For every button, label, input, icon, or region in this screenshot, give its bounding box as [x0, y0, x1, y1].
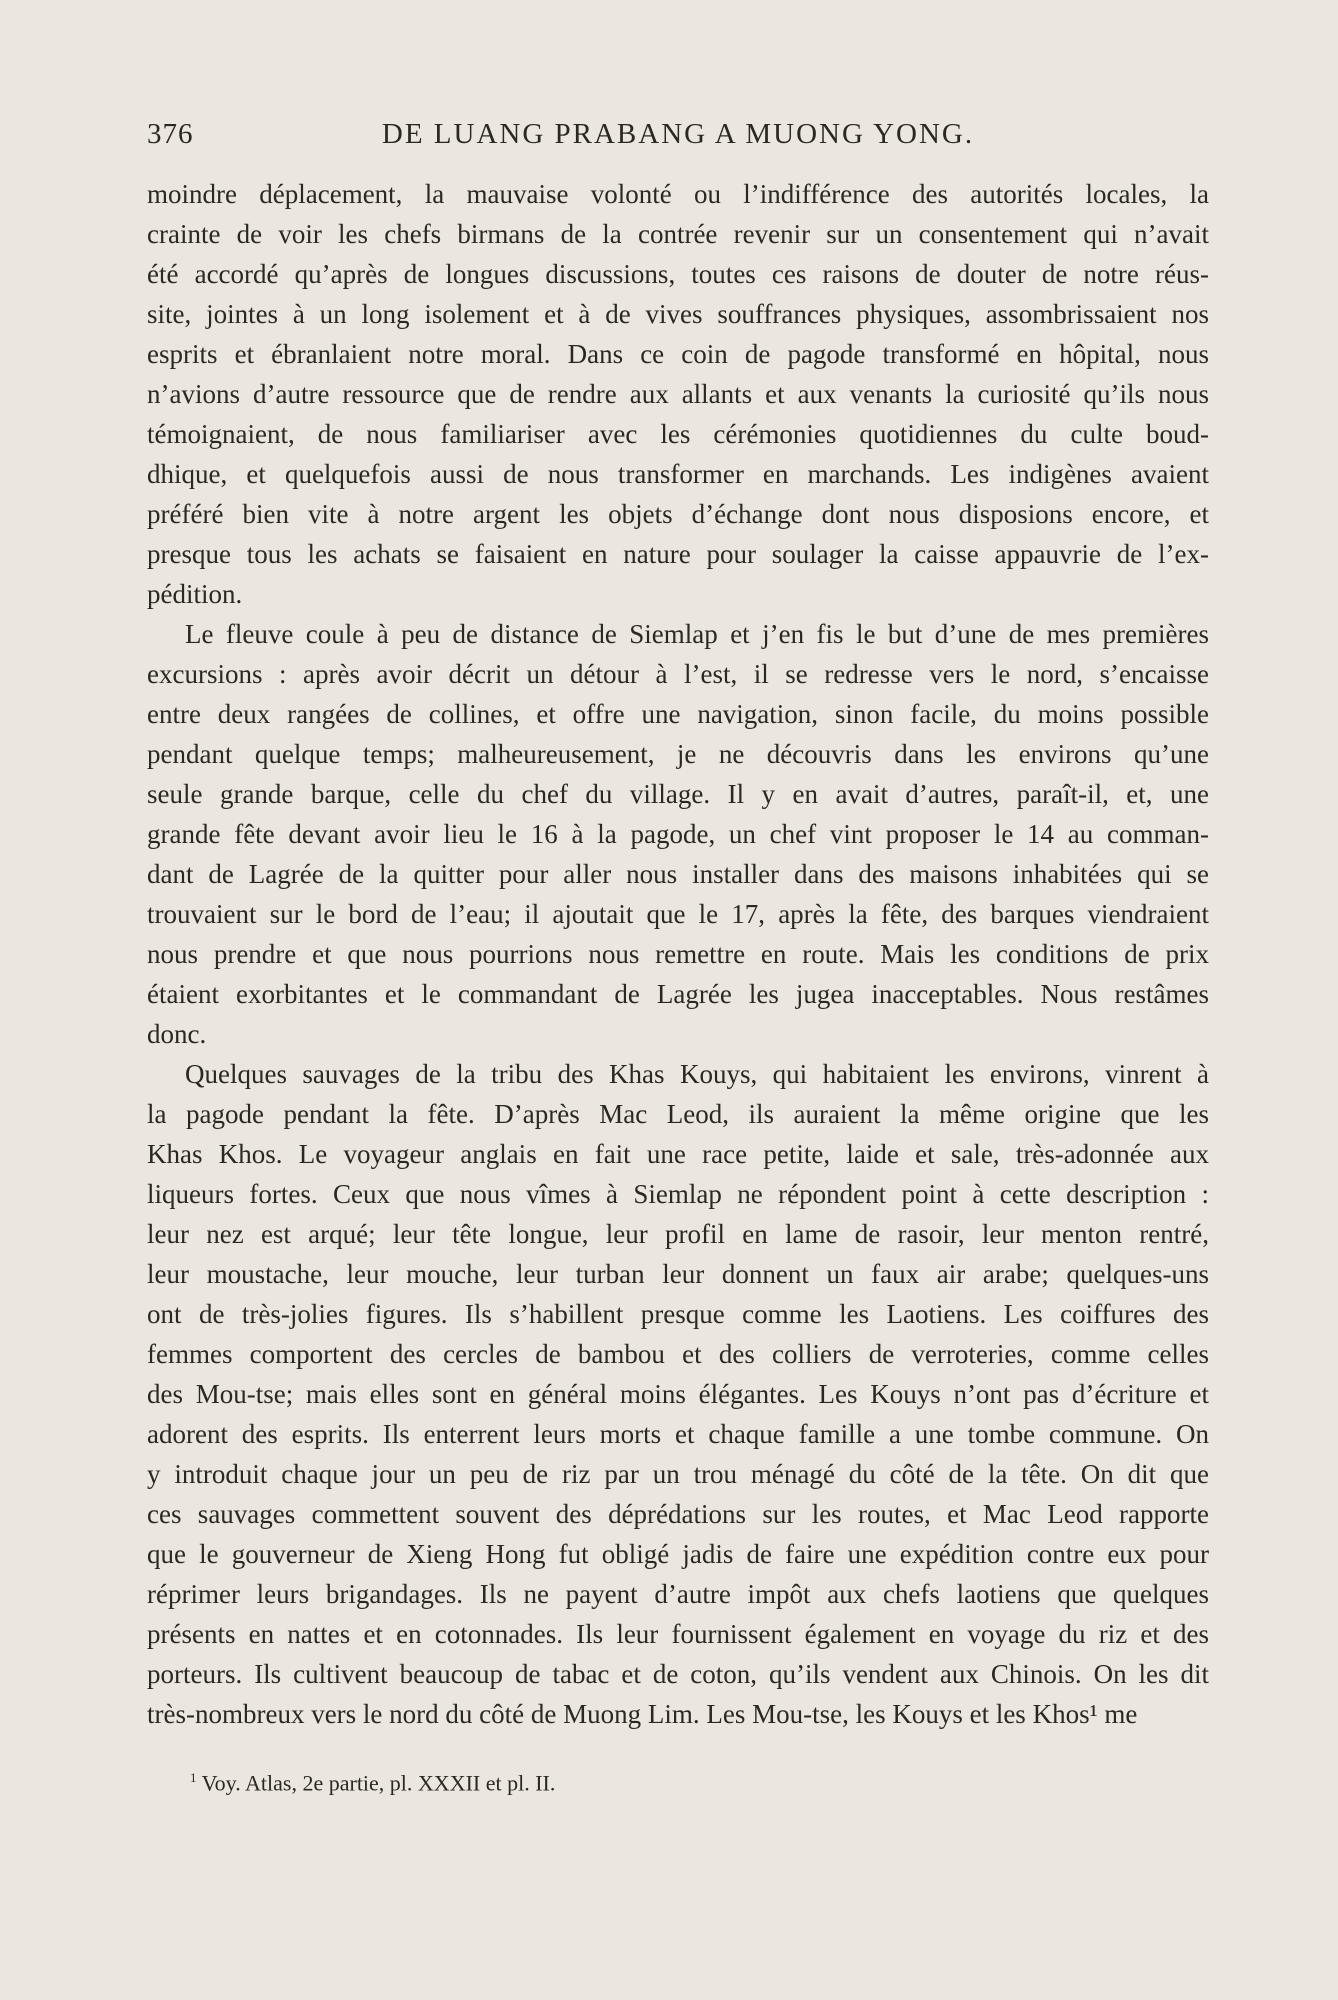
text-line: ont de très-jolies figures. Ils s’habillent presque comme les Laotiens. Les coiffures des — [147, 1299, 1209, 1329]
text-line: témoignaient, de nous familiariser avec les cérémonies quotidiennes du culte boud- — [147, 419, 1209, 449]
text-line: pédition. — [147, 579, 243, 609]
text-line: esprits et ébranlaient notre moral. Dans ce coin de pagode transformé en hôpital, nous — [147, 339, 1209, 369]
text-line: grande fête devant avoir lieu le 16 à la pagode, un chef vint proposer le 14 au comman- — [147, 819, 1209, 849]
text-line: Le fleuve coule à peu de distance de Siemlap et j’en fis le but d’une de mes premières — [185, 619, 1209, 649]
running-header — [147, 118, 1209, 158]
text-line: que le gouverneur de Xieng Hong fut obligé jadis de faire une expédition contre eux pour — [147, 1539, 1209, 1569]
text-line: pendant quelque temps; malheureusement, je ne découvris dans les environs qu’une — [147, 739, 1209, 769]
footnote-text: Voy. Atlas, 2e partie, pl. XXXII et pl. II. — [201, 1770, 556, 1796]
body-text — [147, 174, 1209, 1734]
text-line: liqueurs fortes. Ceux que nous vîmes à Siemlap ne répondent point à cette description : — [147, 1179, 1209, 1209]
text-line: seule grande barque, celle du chef du village. Il y en avait d’autres, paraît-il, et, une — [147, 779, 1209, 809]
text-line: réprimer leurs brigandages. Ils ne payent d’autre impôt aux chefs laotiens que quelques — [147, 1579, 1209, 1609]
text-line: trouvaient sur le bord de l’eau; il ajoutait que le 17, après la fête, des barques viendraient — [147, 899, 1209, 929]
text-line: presque tous les achats se faisaient en nature pour soulager la caisse appauvrie de l’ex- — [147, 539, 1209, 569]
text-line: dant de Lagrée de la quitter pour aller nous installer dans des maisons inhabitées qui se — [147, 859, 1209, 889]
text-line: présents en nattes et en cotonnades. Ils leur fournissent également en voyage du riz et des — [147, 1619, 1209, 1649]
text-line: Khas Khos. Le voyageur anglais en fait une race petite, laide et sale, très-adonnée aux — [147, 1139, 1209, 1169]
page-number: 376 — [147, 118, 194, 150]
text-line: préféré bien vite à notre argent les objets d’échange dont nous disposions encore, et — [147, 499, 1209, 529]
running-title: DE LUANG PRABANG A MUONG YONG. — [381, 118, 975, 150]
text-line: étaient exorbitantes et le commandant de Lagrée les jugea inacceptables. Nous restâmes — [147, 979, 1209, 1009]
text-line: entre deux rangées de collines, et offre une navigation, sinon facile, du moins possible — [147, 699, 1209, 729]
text-line: la pagode pendant la fête. D’après Mac Leod, ils auraient la même origine que les — [147, 1099, 1209, 1129]
text-line: excursions : après avoir décrit un détour à l’est, il se redresse vers le nord, s’encaisse — [147, 659, 1209, 689]
text-line: y introduit chaque jour un peu de riz par un trou ménagé du côté de la tête. On dit que — [147, 1459, 1209, 1489]
text-line: n’avions d’autre ressource que de rendre aux allants et aux venants la curiosité qu’ils nous — [147, 379, 1209, 409]
text-line: femmes comportent des cercles de bambou et des colliers de verroteries, comme celles — [147, 1339, 1209, 1369]
text-line: adorent des esprits. Ils enterrent leurs morts et chaque famille a une tombe commune. On — [147, 1419, 1209, 1449]
text-line: moindre déplacement, la mauvaise volonté ou l’indifférence des autorités locales, la — [147, 179, 1209, 209]
footnote — [190, 1770, 555, 1796]
text-line: dhique, et quelquefois aussi de nous transformer en marchands. Les indigènes avaient — [147, 459, 1209, 489]
text-line: Quelques sauvages de la tribu des Khas Kouys, qui habitaient les environs, vinrent à — [185, 1059, 1209, 1089]
text-line: leur nez est arqué; leur tête longue, leur profil en lame de rasoir, leur menton rentré, — [147, 1219, 1209, 1249]
text-line: des Mou-tse; mais elles sont en général moins élégantes. Les Kouys n’ont pas d’écriture et — [147, 1379, 1209, 1409]
text-line: leur moustache, leur mouche, leur turban leur donnent un faux air arabe; quelques-uns — [147, 1259, 1209, 1289]
footnote-marker: 1 — [190, 1770, 197, 1785]
paragraph — [147, 174, 1209, 614]
text-line: été accordé qu’après de longues discussions, toutes ces raisons de douter de notre réus- — [147, 259, 1209, 289]
text-line: site, jointes à un long isolement et à de vives souffrances physiques, assombrissaient nos — [147, 299, 1209, 329]
text-line: porteurs. Ils cultivent beaucoup de tabac et de coton, qu’ils vendent aux Chinois. On les dit — [147, 1659, 1209, 1689]
text-line: crainte de voir les chefs birmans de la contrée revenir sur un consentement qui n’avait — [147, 219, 1209, 249]
text-line: nous prendre et que nous pourrions nous remettre en route. Mais les conditions de prix — [147, 939, 1209, 969]
text-line: très-nombreux vers le nord du côté de Muong Lim. Les Mou-tse, les Kouys et les Khos¹ me — [147, 1699, 1138, 1729]
paragraph — [147, 1054, 1209, 1734]
paragraph — [147, 614, 1209, 1054]
text-line: donc. — [147, 1019, 207, 1049]
text-line: ces sauvages commettent souvent des déprédations sur les routes, et Mac Leod rapporte — [147, 1499, 1209, 1529]
